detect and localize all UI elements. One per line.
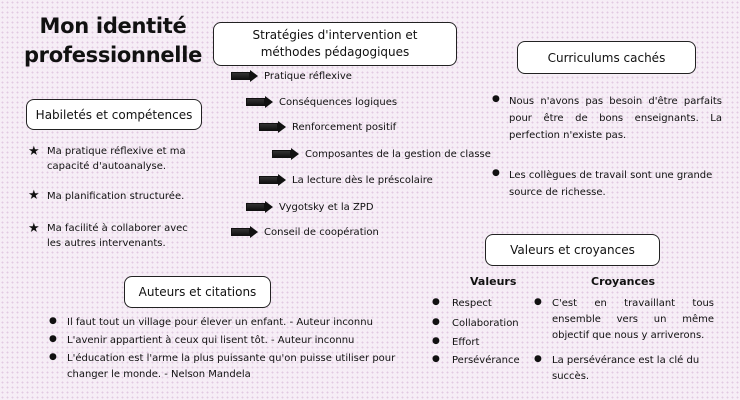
strategy-item: Conséquences logiques [246, 96, 397, 108]
strategy-item: Composantes de la gestion de classe [272, 148, 491, 160]
star-icon: ★ [28, 144, 40, 159]
habilete-item: Ma planification structurée. [47, 191, 185, 202]
habilete-item: Ma pratique réflexive et ma capacité d'autoanalyse. [47, 146, 186, 172]
valeur-item: Persévérance [452, 355, 520, 366]
curriculums-heading-box [517, 41, 696, 74]
strategies-heading-box [213, 22, 457, 66]
curriculum-item: Les collègues de travail sont une grande source de richesse. [509, 170, 713, 198]
habilete-item: Ma facilité à collaborer avec les autres intervenants. [47, 223, 188, 249]
habiletes-heading-box [26, 99, 202, 130]
strategy-item: Pratique réflexive [231, 70, 352, 82]
citation-item: L'avenir appartient à ceux qui lisent tôt. - Auteur inconnu [67, 335, 355, 346]
bullet-icon: ● [432, 354, 440, 364]
star-icon: ★ [28, 188, 40, 203]
arrow-right-icon [246, 203, 265, 211]
strategy-item: Vygotsky et la ZPD [246, 201, 374, 213]
arrow-right-icon [272, 150, 291, 158]
citation-item: L'éducation est l'arme la plus puissante qu'on puisse utiliser pour changer le monde. - Nelson Mandela [67, 353, 396, 380]
bullet-icon: ● [492, 168, 500, 178]
bullet-icon: ● [49, 352, 57, 362]
arrow-right-icon [231, 228, 250, 236]
bullet-icon: ● [49, 334, 57, 344]
arrow-right-icon [231, 72, 250, 80]
page-title: Mon identité professionnelle [23, 14, 203, 67]
auteurs-heading-box [124, 276, 271, 308]
valeur-item: Collaboration [452, 318, 519, 329]
croyance-item: C'est en travaillant tous ensemble vers un même objectif que nous y arriverons. [552, 298, 714, 341]
valeurs-croyances-heading: Valeurs et croyances [510, 243, 635, 257]
croyance-item: La persévérance est la clé du succès. [552, 355, 700, 382]
valeurs-croyances-heading-box [485, 234, 660, 266]
strategy-item: Conseil de coopération [231, 226, 379, 238]
curriculum-item: Nous n'avons pas besoin d'être parfaits pour être de bons enseignants. La perfection n'existe pas. [509, 96, 722, 141]
bullet-icon: ● [432, 336, 440, 346]
strategy-item: La lecture dès le préscolaire [259, 174, 433, 186]
bullet-icon: ● [49, 316, 57, 326]
bullet-icon: ● [432, 317, 440, 327]
croyances-label: Croyances [591, 275, 656, 288]
strategies-heading-line1: Stratégies d'intervention et [252, 28, 418, 42]
star-icon: ★ [28, 221, 40, 236]
arrow-right-icon [246, 98, 265, 106]
auteurs-heading: Auteurs et citations [138, 285, 257, 299]
bullet-icon: ● [432, 297, 440, 307]
curriculums-heading: Curriculums cachés [547, 50, 666, 65]
strategy-item: Renforcement positif [259, 121, 396, 133]
arrow-right-icon [259, 123, 278, 131]
strategies-heading-line2: méthodes pédagogiques [260, 45, 410, 59]
bullet-icon: ● [534, 354, 542, 364]
citation-item: Il faut tout un village pour élever un enfant. - Auteur inconnu [67, 317, 373, 328]
valeurs-label: Valeurs [470, 275, 517, 288]
bullet-icon: ● [534, 297, 542, 307]
arrow-right-icon [259, 176, 278, 184]
bullet-icon: ● [492, 94, 500, 104]
valeur-item: Effort [452, 337, 480, 348]
habiletes-heading: Habiletés et compétences [35, 107, 193, 122]
valeur-item: Respect [452, 298, 492, 309]
